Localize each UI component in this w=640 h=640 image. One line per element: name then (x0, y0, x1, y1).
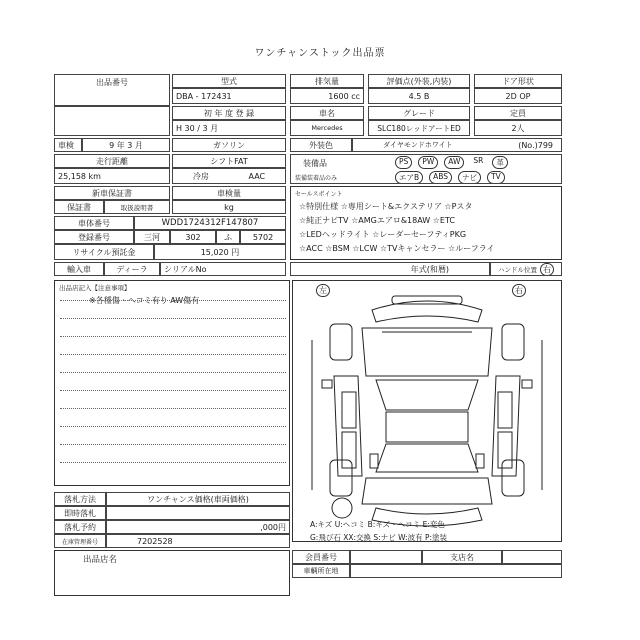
notes-line (60, 318, 286, 319)
mileage-label: 走行距離 (54, 154, 170, 168)
handle-cell (490, 262, 562, 276)
displacement-value: 1600 cc (290, 88, 364, 104)
vin-value: WDD1724312F147807 (134, 216, 286, 230)
notes-box (54, 280, 290, 486)
grade-value: SLC180レッドアートED (368, 120, 470, 136)
plate-label: 登録番号 (54, 230, 134, 244)
branch-label: 支店名 (422, 550, 502, 564)
color-label: 外装色 (290, 138, 352, 152)
door-value: 2D OP (474, 88, 562, 104)
handle-value: 右 (540, 263, 554, 276)
import-label: 輸入車 (54, 262, 104, 276)
score-label: 評価点(外装,内装) (368, 74, 470, 88)
year-label: 年式(和暦) (290, 262, 490, 276)
exhibit-no-label: 出品番号 (96, 78, 128, 87)
equipment-sr: SR (473, 156, 484, 165)
notes-line (60, 300, 286, 301)
displacement-label: 排気量 (290, 74, 364, 88)
equipment-cell (290, 154, 562, 184)
equipment-note: 装備装着品のみ (295, 175, 338, 182)
sales-point-line-3: ☆LEDヘッドライト ☆レーダーセーフティPKG (299, 230, 467, 239)
notes-line (60, 336, 286, 337)
new-car-label: 新車保証書 (54, 186, 170, 200)
first-reg-value: H 30 / 3 月 (172, 120, 286, 136)
legend-line-2: G:飛び石 XX:交換 S:ナビ W:波有 P:塗装 (310, 533, 448, 542)
car-name-value: Mercedes (290, 120, 364, 136)
reserve-label: 落札予約 (54, 520, 106, 534)
handle-label: ハンドル位置 (498, 265, 537, 274)
color-cell (352, 138, 562, 152)
equipment-navi: ナビ (458, 171, 481, 184)
plate-number: 5702 (240, 230, 286, 244)
branch-value (502, 550, 562, 564)
equipment-ps: PS (395, 156, 412, 169)
equipment-leather: 革 (492, 156, 508, 169)
notes-line (60, 426, 286, 427)
door-label: ドア形状 (474, 74, 562, 88)
method-value: ワンチャンス価格(車両価格) (106, 492, 290, 506)
member-label: 会員番号 (292, 550, 350, 564)
first-reg-label: 初 年 度 登 録 (172, 106, 286, 120)
ac-cell (172, 168, 286, 184)
car-diagram-icon (292, 280, 562, 542)
vehicle-place-value (350, 564, 562, 578)
color-value: ダイヤモンドホワイト (383, 141, 453, 149)
inspection-value: 9 年 3 月 (82, 138, 170, 152)
sales-points-label: セールスポイント (295, 191, 343, 198)
plate-kana: ふ (216, 230, 240, 244)
diagram-right-label: 右 (512, 284, 526, 297)
plate-region: 三河 (134, 230, 170, 244)
sales-point-line-1: ☆特別仕様 ☆専用シート&エクステリア ☆Pスタ (299, 202, 473, 211)
equipment-row-2 (395, 171, 505, 184)
ac-label: 冷房 (192, 171, 209, 181)
store-label: 出品店名 (83, 555, 118, 565)
fuel-value: ガソリン (172, 138, 286, 152)
equipment-aw: AW (444, 156, 464, 169)
weight-unit: kg (172, 200, 286, 214)
plate-class: 302 (170, 230, 216, 244)
reserve-value: ,000円 (106, 520, 290, 534)
form-title: ワンチャンストック出品票 (254, 48, 386, 59)
dealer-label: ディーラ (104, 262, 160, 276)
vehicle-place-label: 車輌所在地 (292, 564, 350, 578)
mileage-value: 25,158 km (54, 168, 170, 184)
model-label: 型式 (172, 74, 286, 88)
store-box (54, 550, 290, 596)
manual-label: 取扱説明書 (104, 200, 170, 214)
equipment-pw: PW (418, 156, 438, 169)
capacity-value: 2人 (474, 120, 562, 136)
stock-label: 在庫管理番号 (54, 534, 106, 548)
member-value (350, 550, 422, 564)
model-value: DBA - 172431 (172, 88, 286, 104)
notes-line (60, 372, 286, 373)
equipment-tv: TV (487, 171, 505, 184)
capacity-label: 定員 (474, 106, 562, 120)
legend-line-1: A:キズ U:ヘコミ B:キズ・ヘコミ E:変色 (310, 520, 445, 529)
sales-points-box (290, 186, 562, 260)
notes-text: ※各種傷・ヘコミ有り AW傷有 (89, 296, 200, 305)
exhibit-no-cell (54, 74, 170, 106)
notes-line (60, 462, 286, 463)
recycle-value: 15,020 円 (154, 244, 286, 260)
sales-point-line-4: ☆ACC ☆BSM ☆LCW ☆TVキャンセラー ☆ルーフライ (299, 244, 495, 253)
sales-point-line-2: ☆純正ナビTV ☆AMGエアロ&18AW ☆ETC (299, 216, 455, 225)
vin-label: 車体番号 (54, 216, 134, 230)
grade-label: グレード (368, 106, 470, 120)
notes-label: 出品店記入【注意事項】 (59, 284, 131, 292)
exhibit-no-value (54, 106, 170, 136)
shift-label: シフトFAT (172, 154, 286, 168)
notes-line (60, 408, 286, 409)
instant-label: 即時落札 (54, 506, 106, 520)
equipment-airbag: エアB (395, 171, 423, 184)
method-label: 落札方法 (54, 492, 106, 506)
inspection-label: 車検 (54, 138, 82, 152)
diagram-left-label: 左 (316, 284, 330, 297)
serial-label: シリアルNo (160, 262, 286, 276)
car-name-label: 車名 (290, 106, 364, 120)
color-number: (No.)799 (518, 140, 553, 150)
ac-value: AAC (248, 171, 266, 181)
notes-line (60, 444, 286, 445)
notes-line (60, 354, 286, 355)
stock-value: 7202528 (106, 534, 290, 548)
equipment-label: 装備品 (303, 159, 327, 168)
recycle-label: リサイクル預託金 (54, 244, 154, 260)
warranty-label: 保証書 (54, 200, 104, 214)
score-value: 4.5 B (368, 88, 470, 104)
equipment-row-1 (395, 156, 508, 169)
equipment-abs: ABS (429, 171, 452, 184)
instant-value (106, 506, 290, 520)
weight-label: 車検量 (172, 186, 286, 200)
notes-line (60, 390, 286, 391)
